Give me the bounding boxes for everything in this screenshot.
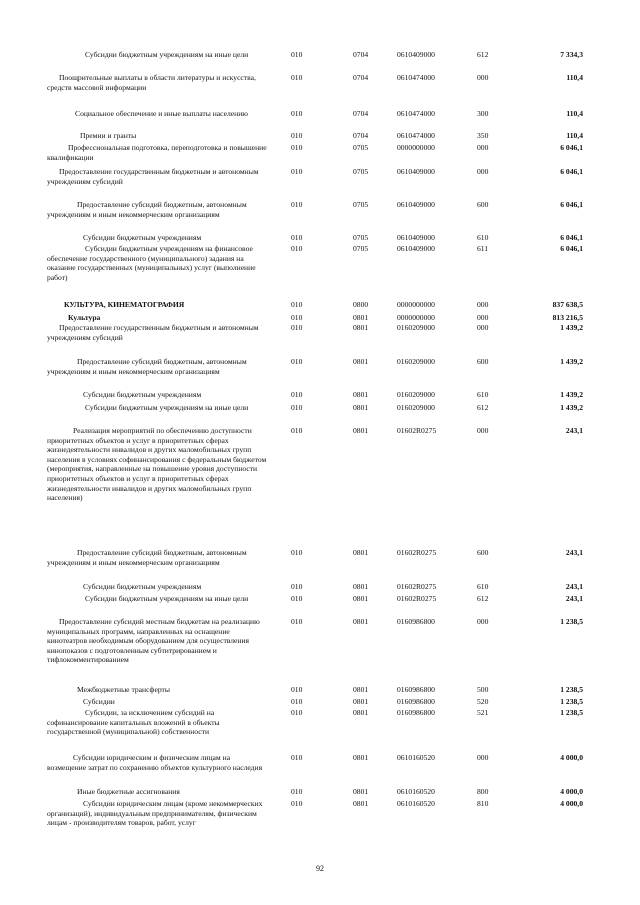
code-section: 0800 bbox=[353, 300, 369, 309]
code-admin: 010 bbox=[291, 390, 303, 399]
code-section: 0801 bbox=[353, 582, 369, 591]
code-section: 0704 bbox=[353, 131, 369, 140]
row-name: Культура bbox=[68, 313, 101, 322]
row-name: Субсидии юридическим и физическим лицам на возмещение затрат по сохранению объектов культурного наследия bbox=[47, 753, 263, 772]
code-expense: 000 bbox=[477, 300, 489, 309]
code-expense: 000 bbox=[477, 73, 489, 82]
code-expense: 600 bbox=[477, 357, 489, 366]
code-section: 0801 bbox=[353, 403, 369, 412]
code-admin: 010 bbox=[291, 617, 303, 626]
code-target: 0160986800 bbox=[397, 685, 435, 694]
code-section: 0705 bbox=[353, 200, 369, 209]
row-amount: 4 000,0 bbox=[560, 753, 583, 762]
code-expense: 610 bbox=[477, 390, 489, 399]
code-target: 0160209000 bbox=[397, 390, 435, 399]
row-amount: 1 238,5 bbox=[560, 697, 583, 706]
code-admin: 010 bbox=[291, 233, 303, 242]
code-section: 0801 bbox=[353, 323, 369, 332]
code-admin: 010 bbox=[291, 799, 303, 808]
row-amount: 6 046,1 bbox=[560, 200, 583, 209]
row-amount: 1 439,2 bbox=[560, 403, 583, 412]
code-target: 0160209000 bbox=[397, 357, 435, 366]
code-section: 0705 bbox=[353, 233, 369, 242]
row-amount: 1 238,5 bbox=[560, 708, 583, 717]
code-admin: 010 bbox=[291, 548, 303, 557]
code-section: 0801 bbox=[353, 685, 369, 694]
code-section: 0704 bbox=[353, 50, 369, 59]
row-name: Субсидии бюджетным учреждениям bbox=[83, 582, 202, 591]
code-admin: 010 bbox=[291, 403, 303, 412]
row-name: Субсидии бюджетным учреждениям bbox=[83, 390, 202, 399]
code-target: 0610409000 bbox=[397, 244, 435, 253]
code-target: 0610409000 bbox=[397, 50, 435, 59]
row-name: Предоставление субсидий бюджетным, автономным учреждениям и иным некоммерческим организациям bbox=[47, 548, 247, 567]
row-name: Межбюджетные трансферты bbox=[77, 685, 170, 694]
row-amount: 110,4 bbox=[566, 109, 583, 118]
row-amount: 243,1 bbox=[565, 426, 583, 435]
code-admin: 010 bbox=[291, 244, 303, 253]
code-admin: 010 bbox=[291, 323, 303, 332]
row-amount: 837 638,5 bbox=[552, 300, 583, 309]
code-admin: 010 bbox=[291, 167, 303, 176]
row-amount: 110,4 bbox=[566, 73, 583, 82]
code-admin: 010 bbox=[291, 143, 303, 152]
code-target: 0610474000 bbox=[397, 109, 435, 118]
row-amount: 243,1 bbox=[565, 594, 583, 603]
code-expense: 612 bbox=[477, 50, 489, 59]
code-target: 0160986800 bbox=[397, 708, 435, 717]
code-admin: 010 bbox=[291, 787, 303, 796]
row-amount: 243,1 bbox=[565, 548, 583, 557]
row-amount: 1 439,2 bbox=[560, 323, 583, 332]
code-target: 0000000000 bbox=[397, 300, 435, 309]
code-expense: 000 bbox=[477, 323, 489, 332]
code-section: 0801 bbox=[353, 753, 369, 762]
code-target: 01602R0275 bbox=[397, 426, 437, 435]
code-admin: 010 bbox=[291, 109, 303, 118]
code-expense: 521 bbox=[477, 708, 489, 717]
code-expense: 612 bbox=[477, 403, 489, 412]
row-amount: 7 334,3 bbox=[560, 50, 583, 59]
code-expense: 610 bbox=[477, 233, 489, 242]
row-name: Премии и гранты bbox=[80, 131, 137, 140]
code-admin: 010 bbox=[291, 426, 303, 435]
code-section: 0801 bbox=[353, 594, 369, 603]
code-expense: 800 bbox=[477, 787, 489, 796]
row-amount: 6 046,1 bbox=[560, 244, 583, 253]
code-admin: 010 bbox=[291, 357, 303, 366]
code-expense: 810 bbox=[477, 799, 489, 808]
code-admin: 010 bbox=[291, 697, 303, 706]
page-number: 92 bbox=[316, 864, 324, 873]
code-expense: 000 bbox=[477, 167, 489, 176]
code-section: 0801 bbox=[353, 708, 369, 717]
code-section: 0801 bbox=[353, 426, 369, 435]
row-name: Субсидии бюджетным учреждениям на иные цели bbox=[85, 50, 249, 59]
code-section: 0801 bbox=[353, 390, 369, 399]
code-admin: 010 bbox=[291, 685, 303, 694]
code-section: 0801 bbox=[353, 548, 369, 557]
row-name: Субсидии юридическим лицам (кроме некоммерческих организаций), индивидуальным предпринимателям, физическим лицам - производителям товаров, работ, услуг bbox=[47, 799, 263, 828]
code-admin: 010 bbox=[291, 753, 303, 762]
row-name: Поощрительные выплаты в области литературы и искусства, средств массовой информации bbox=[47, 73, 256, 92]
code-target: 0160209000 bbox=[397, 403, 435, 412]
code-target: 0160209000 bbox=[397, 323, 435, 332]
code-target: 0610160520 bbox=[397, 799, 435, 808]
row-amount: 4 000,0 bbox=[560, 787, 583, 796]
code-target: 0610409000 bbox=[397, 200, 435, 209]
code-admin: 010 bbox=[291, 594, 303, 603]
row-amount: 6 046,1 bbox=[560, 233, 583, 242]
row-name: Предоставление субсидий местным бюджетам на реализацию муниципальных программ, направленных на оснащение кинотеатров необходимым оборудованием для осуществления кинопоказов с подготовленным субтитрированием и тифлокомментированием bbox=[47, 617, 260, 665]
code-section: 0704 bbox=[353, 73, 369, 82]
row-amount: 1 439,2 bbox=[560, 390, 583, 399]
code-expense: 600 bbox=[477, 548, 489, 557]
row-name: Субсидии бюджетным учреждениям на иные цели bbox=[85, 594, 249, 603]
row-amount: 6 046,1 bbox=[560, 143, 583, 152]
row-name: Предоставление субсидий бюджетным, автономным учреждениям и иным некоммерческим организациям bbox=[47, 200, 247, 219]
code-admin: 010 bbox=[291, 200, 303, 209]
code-section: 0801 bbox=[353, 697, 369, 706]
code-target: 01602R0275 bbox=[397, 548, 437, 557]
code-section: 0705 bbox=[353, 167, 369, 176]
code-admin: 010 bbox=[291, 582, 303, 591]
row-name: Социальное обеспечение и иные выплаты населению bbox=[75, 109, 248, 118]
code-expense: 611 bbox=[477, 244, 489, 253]
code-target: 0610409000 bbox=[397, 167, 435, 176]
row-name: Предоставление государственным бюджетным и автономным учреждениям субсидий bbox=[47, 167, 259, 186]
row-amount: 4 000,0 bbox=[560, 799, 583, 808]
row-name: Субсидии bbox=[83, 697, 115, 706]
code-target: 0610409000 bbox=[397, 233, 435, 242]
row-amount: 813 216,5 bbox=[552, 313, 583, 322]
row-name: Предоставление государственным бюджетным и автономным учреждениям субсидий bbox=[47, 323, 259, 342]
code-target: 0000000000 bbox=[397, 143, 435, 152]
code-admin: 010 bbox=[291, 313, 303, 322]
code-expense: 300 bbox=[477, 109, 489, 118]
row-name: КУЛЬТУРА, КИНЕМАТОГРАФИЯ bbox=[64, 300, 185, 309]
code-target: 0610474000 bbox=[397, 131, 435, 140]
row-amount: 243,1 bbox=[565, 582, 583, 591]
row-amount: 1 439,2 bbox=[560, 357, 583, 366]
code-target: 0160986800 bbox=[397, 617, 435, 626]
row-name: Субсидии, за исключением субсидий на софинансирование капитальных вложений в объекты государственной (муниципальной) собственности bbox=[47, 708, 220, 737]
code-target: 0610474000 bbox=[397, 73, 435, 82]
code-expense: 000 bbox=[477, 753, 489, 762]
code-expense: 610 bbox=[477, 582, 489, 591]
row-name: Иные бюджетные ассигнования bbox=[77, 787, 180, 796]
row-name: Профессиональная подготовка, переподготовка и повышение квалификации bbox=[47, 143, 267, 162]
code-section: 0801 bbox=[353, 357, 369, 366]
code-expense: 520 bbox=[477, 697, 489, 706]
code-expense: 000 bbox=[477, 143, 489, 152]
code-target: 01602R0275 bbox=[397, 582, 437, 591]
code-target: 0610160520 bbox=[397, 753, 435, 762]
code-target: 01602R0275 bbox=[397, 594, 437, 603]
code-section: 0705 bbox=[353, 244, 369, 253]
row-name: Субсидии бюджетным учреждениям bbox=[83, 233, 202, 242]
row-amount: 1 238,5 bbox=[560, 617, 583, 626]
row-name: Предоставление субсидий бюджетным, автономным учреждениям и иным некоммерческим организациям bbox=[47, 357, 247, 376]
code-target: 0000000000 bbox=[397, 313, 435, 322]
code-section: 0801 bbox=[353, 799, 369, 808]
code-expense: 500 bbox=[477, 685, 489, 694]
code-expense: 600 bbox=[477, 200, 489, 209]
code-admin: 010 bbox=[291, 73, 303, 82]
code-section: 0705 bbox=[353, 143, 369, 152]
code-admin: 010 bbox=[291, 300, 303, 309]
code-section: 0801 bbox=[353, 313, 369, 322]
row-name: Субсидии бюджетным учреждениям на иные цели bbox=[85, 403, 249, 412]
code-section: 0704 bbox=[353, 109, 369, 118]
row-name: Реализация мероприятий по обеспечению доступности приоритетных объектов и услуг в приоритетных сферах жизнедеятельности инвалидов и других маломобильных групп населения в условиях софинансирования с федеральным бюджетом (мероприятия, направленные на повышение уровня доступности приоритетных объектов и услуг в приоритетных сферах жизнедеятельности инвалидов и других маломобильных групп населения) bbox=[47, 426, 267, 503]
code-expense: 350 bbox=[477, 131, 489, 140]
code-target: 0160986800 bbox=[397, 697, 435, 706]
code-expense: 000 bbox=[477, 617, 489, 626]
code-expense: 000 bbox=[477, 426, 489, 435]
code-section: 0801 bbox=[353, 787, 369, 796]
row-name: Субсидии бюджетным учреждениям на финансовое обеспечение государственного (муниципального) задания на оказание государственных (муниципальных) услуг (выполнение работ) bbox=[47, 244, 256, 282]
row-amount: 110,4 bbox=[566, 131, 583, 140]
code-target: 0610160520 bbox=[397, 787, 435, 796]
row-amount: 6 046,1 bbox=[560, 167, 583, 176]
code-admin: 010 bbox=[291, 708, 303, 717]
code-expense: 000 bbox=[477, 313, 489, 322]
code-expense: 612 bbox=[477, 594, 489, 603]
code-admin: 010 bbox=[291, 50, 303, 59]
code-admin: 010 bbox=[291, 131, 303, 140]
code-section: 0801 bbox=[353, 617, 369, 626]
row-amount: 1 238,5 bbox=[560, 685, 583, 694]
